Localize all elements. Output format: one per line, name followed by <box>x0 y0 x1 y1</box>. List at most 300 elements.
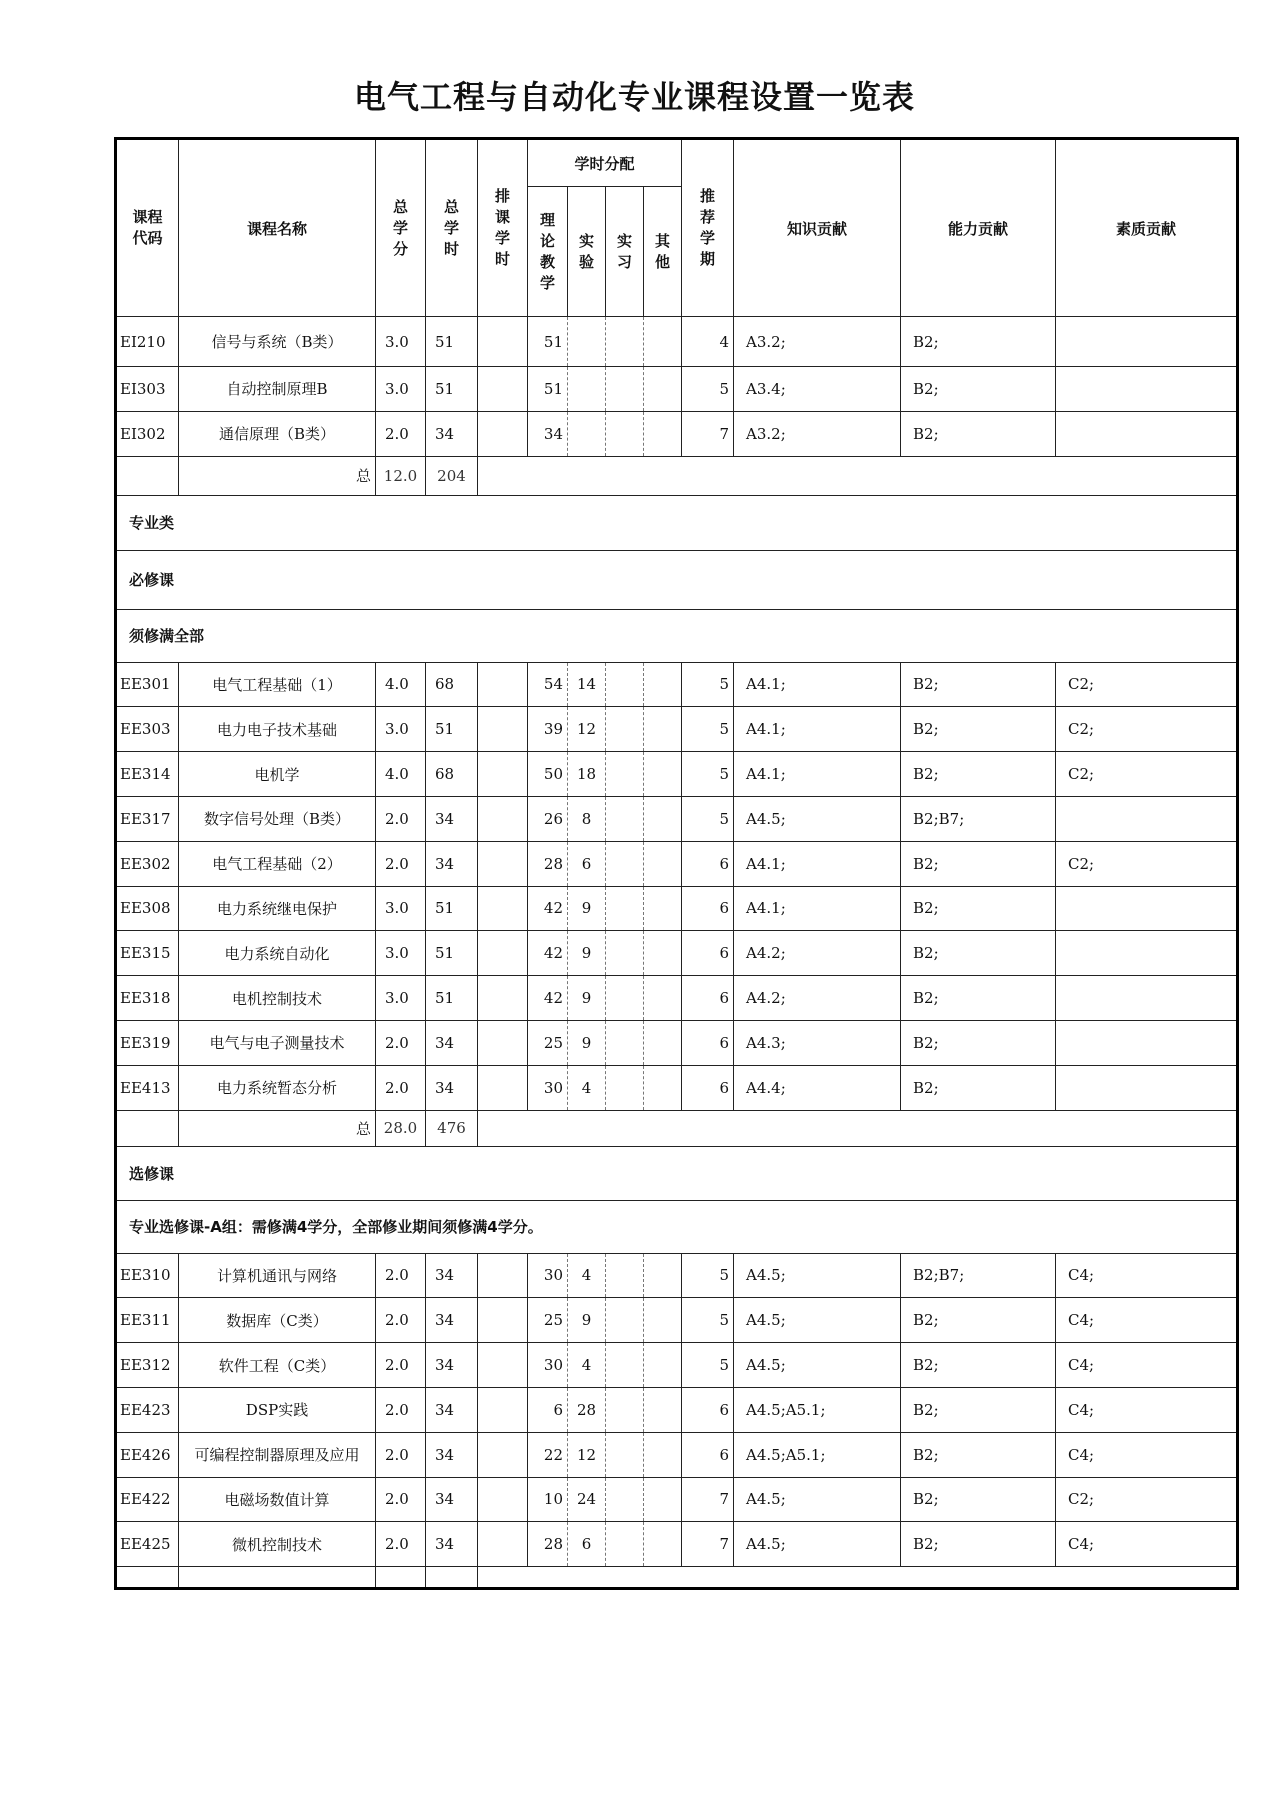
course-row <box>116 317 1238 367</box>
course-scheduled <box>478 1343 528 1388</box>
blank-cell <box>116 1567 179 1589</box>
course-term: 5 <box>682 1253 734 1298</box>
course-practice <box>606 1432 644 1477</box>
course-code: EE423 <box>116 1387 179 1432</box>
course-term: 7 <box>682 1522 734 1567</box>
course-theory: 50 <box>528 752 568 797</box>
course-other <box>644 1432 682 1477</box>
course-name: 电气与电子测量技术 <box>179 1020 376 1065</box>
course-name: 电机学 <box>179 752 376 797</box>
course-lab: 4 <box>568 1065 606 1110</box>
course-credits: 3.0 <box>376 707 426 752</box>
course-quality: C4; <box>1056 1343 1238 1388</box>
course-hours: 51 <box>426 931 478 976</box>
course-credits: 3.0 <box>376 367 426 412</box>
course-code: EE308 <box>116 886 179 931</box>
header-theory <box>528 187 568 317</box>
course-quality <box>1056 886 1238 931</box>
course-term: 6 <box>682 1065 734 1110</box>
course-term: 6 <box>682 976 734 1021</box>
blank-cell <box>179 1567 376 1589</box>
course-name: 数据库（C类） <box>179 1298 376 1343</box>
course-credits: 3.0 <box>376 886 426 931</box>
total-credits: 12.0 <box>376 456 426 495</box>
course-code: EE314 <box>116 752 179 797</box>
course-ability: B2; <box>901 886 1056 931</box>
course-theory: 30 <box>528 1065 568 1110</box>
course-hours: 34 <box>426 1522 478 1567</box>
course-hours: 51 <box>426 707 478 752</box>
h-credits-label: 总 学 分 <box>392 197 408 258</box>
course-lab: 9 <box>568 1020 606 1065</box>
course-knowledge: A4.5;A5.1; <box>734 1387 901 1432</box>
header-credits <box>376 139 426 317</box>
course-theory: 25 <box>528 1298 568 1343</box>
course-term: 5 <box>682 1298 734 1343</box>
section-required: 必修课 <box>116 550 1238 609</box>
header-row-top <box>116 139 1238 187</box>
course-theory: 28 <box>528 841 568 886</box>
blank-cell <box>426 1567 478 1589</box>
course-theory: 26 <box>528 796 568 841</box>
course-lab: 24 <box>568 1477 606 1522</box>
course-other <box>644 707 682 752</box>
course-row <box>116 976 1238 1021</box>
course-knowledge: A4.1; <box>734 662 901 707</box>
course-code: EE311 <box>116 1298 179 1343</box>
course-knowledge: A4.5; <box>734 1477 901 1522</box>
course-knowledge: A4.1; <box>734 752 901 797</box>
course-hours: 34 <box>426 1432 478 1477</box>
course-ability: B2; <box>901 1432 1056 1477</box>
course-other <box>644 1020 682 1065</box>
header-knowledge: 知识贡献 <box>734 139 901 317</box>
course-credits: 4.0 <box>376 662 426 707</box>
course-scheduled <box>478 1432 528 1477</box>
course-row <box>116 1477 1238 1522</box>
course-scheduled <box>478 411 528 456</box>
course-practice <box>606 976 644 1021</box>
header-ability: 能力贡献 <box>901 139 1056 317</box>
course-code: EE319 <box>116 1020 179 1065</box>
course-theory: 30 <box>528 1253 568 1298</box>
course-lab: 8 <box>568 796 606 841</box>
course-code: EE310 <box>116 1253 179 1298</box>
course-quality: C4; <box>1056 1253 1238 1298</box>
course-code: EE301 <box>116 662 179 707</box>
course-hours: 34 <box>426 1387 478 1432</box>
course-code: EI210 <box>116 317 179 367</box>
course-ability: B2; <box>901 931 1056 976</box>
course-lab: 9 <box>568 1298 606 1343</box>
section-required-note: 须修满全部 <box>116 609 1238 662</box>
course-name: 电力系统自动化 <box>179 931 376 976</box>
course-practice <box>606 796 644 841</box>
course-row <box>116 1343 1238 1388</box>
course-scheduled <box>478 367 528 412</box>
section-elective-note: 专业选修课-A组：需修满4学分，全部修业期间须修满4学分。 <box>116 1200 1238 1253</box>
course-hours: 51 <box>426 886 478 931</box>
course-practice <box>606 707 644 752</box>
header-scheduled <box>478 139 528 317</box>
course-quality: C2; <box>1056 707 1238 752</box>
course-ability: B2; <box>901 1522 1056 1567</box>
course-knowledge: A4.1; <box>734 707 901 752</box>
course-ability: B2; <box>901 1020 1056 1065</box>
course-quality <box>1056 367 1238 412</box>
course-theory: 28 <box>528 1522 568 1567</box>
course-quality: C4; <box>1056 1432 1238 1477</box>
course-knowledge: A4.1; <box>734 886 901 931</box>
course-name: 数字信号处理（B类） <box>179 796 376 841</box>
course-practice <box>606 411 644 456</box>
course-theory: 54 <box>528 662 568 707</box>
course-practice <box>606 1522 644 1567</box>
course-scheduled <box>478 841 528 886</box>
total-blank <box>116 456 179 495</box>
course-hours: 51 <box>426 367 478 412</box>
course-credits: 2.0 <box>376 1253 426 1298</box>
course-credits: 2.0 <box>376 1298 426 1343</box>
course-practice <box>606 752 644 797</box>
header-hours <box>426 139 478 317</box>
course-practice <box>606 1343 644 1388</box>
course-row <box>116 931 1238 976</box>
course-practice <box>606 886 644 931</box>
total-row <box>116 456 1238 495</box>
course-code: EE302 <box>116 841 179 886</box>
course-scheduled <box>478 1253 528 1298</box>
course-lab: 6 <box>568 841 606 886</box>
course-code: EE315 <box>116 931 179 976</box>
h-hours-label: 总 学 时 <box>443 197 459 258</box>
course-code: EE426 <box>116 1432 179 1477</box>
course-quality <box>1056 411 1238 456</box>
course-credits: 2.0 <box>376 841 426 886</box>
course-term: 6 <box>682 931 734 976</box>
course-hours: 51 <box>426 317 478 367</box>
course-row <box>116 707 1238 752</box>
course-hours: 68 <box>426 752 478 797</box>
course-hours: 34 <box>426 796 478 841</box>
course-credits: 2.0 <box>376 1020 426 1065</box>
course-other <box>644 662 682 707</box>
course-knowledge: A3.4; <box>734 367 901 412</box>
course-knowledge: A4.5; <box>734 1253 901 1298</box>
course-name: 电力系统暂态分析 <box>179 1065 376 1110</box>
course-lab: 9 <box>568 886 606 931</box>
course-code: EE318 <box>116 976 179 1021</box>
course-knowledge: A4.5; <box>734 1343 901 1388</box>
total-label: 总 <box>179 456 376 495</box>
course-credits: 2.0 <box>376 1477 426 1522</box>
course-theory: 42 <box>528 931 568 976</box>
course-other <box>644 1387 682 1432</box>
course-theory: 10 <box>528 1477 568 1522</box>
course-ability: B2; <box>901 752 1056 797</box>
course-term: 5 <box>682 707 734 752</box>
course-row <box>116 367 1238 412</box>
course-practice <box>606 662 644 707</box>
course-name: 软件工程（C类） <box>179 1343 376 1388</box>
course-code: EE317 <box>116 796 179 841</box>
course-row <box>116 886 1238 931</box>
course-practice <box>606 317 644 367</box>
course-ability: B2; <box>901 976 1056 1021</box>
course-other <box>644 317 682 367</box>
course-lab: 28 <box>568 1387 606 1432</box>
course-hours: 34 <box>426 1020 478 1065</box>
course-lab: 18 <box>568 752 606 797</box>
course-row <box>116 1387 1238 1432</box>
course-hours: 34 <box>426 411 478 456</box>
course-scheduled <box>478 1298 528 1343</box>
course-row <box>116 1298 1238 1343</box>
course-name: 电力电子技术基础 <box>179 707 376 752</box>
course-row <box>116 1522 1238 1567</box>
course-lab: 4 <box>568 1343 606 1388</box>
section-elective-row <box>116 1146 1238 1200</box>
course-lab: 6 <box>568 1522 606 1567</box>
course-hours: 68 <box>426 662 478 707</box>
course-practice <box>606 931 644 976</box>
course-knowledge: A3.2; <box>734 317 901 367</box>
section-elective: 选修课 <box>116 1146 1238 1200</box>
course-code: EI303 <box>116 367 179 412</box>
h-practice-label: 实 习 <box>616 231 632 271</box>
course-ability: B2; <box>901 1065 1056 1110</box>
course-lab <box>568 411 606 456</box>
course-theory: 30 <box>528 1343 568 1388</box>
course-hours: 34 <box>426 1253 478 1298</box>
course-theory: 39 <box>528 707 568 752</box>
course-theory: 51 <box>528 317 568 367</box>
course-row <box>116 1253 1238 1298</box>
header-quality: 素质贡献 <box>1056 139 1238 317</box>
header-lab <box>568 187 606 317</box>
course-practice <box>606 1477 644 1522</box>
h-theory-label: 理 论 教 学 <box>539 210 555 292</box>
blank-cell <box>478 1567 1238 1589</box>
course-scheduled <box>478 931 528 976</box>
h-other-label: 其 他 <box>655 231 671 271</box>
course-term: 6 <box>682 886 734 931</box>
total-credits: 28.0 <box>376 1110 426 1146</box>
course-other <box>644 367 682 412</box>
course-ability: B2;B7; <box>901 796 1056 841</box>
course-practice <box>606 367 644 412</box>
course-scheduled <box>478 707 528 752</box>
course-quality <box>1056 1065 1238 1110</box>
course-credits: 2.0 <box>376 1065 426 1110</box>
course-knowledge: A4.5; <box>734 1298 901 1343</box>
course-scheduled <box>478 1065 528 1110</box>
course-hours: 34 <box>426 1343 478 1388</box>
course-knowledge: A4.2; <box>734 976 901 1021</box>
course-ability: B2; <box>901 662 1056 707</box>
course-knowledge: A4.4; <box>734 1065 901 1110</box>
course-name: 通信原理（B类） <box>179 411 376 456</box>
course-scheduled <box>478 662 528 707</box>
total-empty <box>478 1110 1238 1146</box>
course-term: 6 <box>682 1387 734 1432</box>
course-ability: B2; <box>901 367 1056 412</box>
course-row <box>116 841 1238 886</box>
course-code: EE413 <box>116 1065 179 1110</box>
course-row <box>116 752 1238 797</box>
course-theory: 34 <box>528 411 568 456</box>
course-knowledge: A4.5;A5.1; <box>734 1432 901 1477</box>
course-other <box>644 976 682 1021</box>
section-major-row <box>116 495 1238 550</box>
header-term <box>682 139 734 317</box>
total-hours: 204 <box>426 456 478 495</box>
course-ability: B2; <box>901 1298 1056 1343</box>
course-ability: B2; <box>901 1477 1056 1522</box>
course-term: 5 <box>682 752 734 797</box>
course-quality: C2; <box>1056 841 1238 886</box>
course-other <box>644 411 682 456</box>
course-lab: 12 <box>568 1432 606 1477</box>
course-table <box>114 137 1239 1590</box>
course-term: 7 <box>682 1477 734 1522</box>
course-row <box>116 1065 1238 1110</box>
total-label: 总 <box>179 1110 376 1146</box>
course-other <box>644 1253 682 1298</box>
total-empty <box>478 456 1238 495</box>
course-hours: 34 <box>426 1065 478 1110</box>
course-quality <box>1056 931 1238 976</box>
course-name: 电气工程基础（1） <box>179 662 376 707</box>
course-ability: B2; <box>901 411 1056 456</box>
course-theory: 42 <box>528 976 568 1021</box>
course-credits: 2.0 <box>376 1432 426 1477</box>
course-term: 4 <box>682 317 734 367</box>
course-credits: 3.0 <box>376 931 426 976</box>
course-credits: 2.0 <box>376 1343 426 1388</box>
page-title: 电气工程与自动化专业课程设置一览表 <box>353 78 915 116</box>
course-other <box>644 1298 682 1343</box>
total-row <box>116 1110 1238 1146</box>
course-row <box>116 796 1238 841</box>
course-credits: 2.0 <box>376 1387 426 1432</box>
course-quality: C2; <box>1056 1477 1238 1522</box>
course-term: 5 <box>682 662 734 707</box>
course-lab <box>568 367 606 412</box>
course-other <box>644 886 682 931</box>
course-credits: 2.0 <box>376 1522 426 1567</box>
course-practice <box>606 841 644 886</box>
course-lab: 12 <box>568 707 606 752</box>
h-lab-label: 实 验 <box>578 231 594 271</box>
course-practice <box>606 1020 644 1065</box>
course-other <box>644 1343 682 1388</box>
total-blank <box>116 1110 179 1146</box>
course-quality: C2; <box>1056 662 1238 707</box>
course-term: 6 <box>682 1432 734 1477</box>
course-term: 5 <box>682 796 734 841</box>
section-required-note-row <box>116 609 1238 662</box>
course-other <box>644 752 682 797</box>
course-knowledge: A4.3; <box>734 1020 901 1065</box>
course-ability: B2; <box>901 1343 1056 1388</box>
course-ability: B2; <box>901 841 1056 886</box>
course-credits: 3.0 <box>376 317 426 367</box>
course-hours: 34 <box>426 1298 478 1343</box>
course-term: 6 <box>682 1020 734 1065</box>
course-credits: 2.0 <box>376 411 426 456</box>
course-lab: 9 <box>568 976 606 1021</box>
course-scheduled <box>478 752 528 797</box>
course-knowledge: A3.2; <box>734 411 901 456</box>
blank-row <box>116 1567 1238 1589</box>
course-code: EE312 <box>116 1343 179 1388</box>
course-ability: B2; <box>901 1387 1056 1432</box>
course-name: 信号与系统（B类） <box>179 317 376 367</box>
course-quality <box>1056 317 1238 367</box>
header-practice <box>606 187 644 317</box>
course-row <box>116 411 1238 456</box>
course-quality: C4; <box>1056 1387 1238 1432</box>
course-name: 微机控制技术 <box>179 1522 376 1567</box>
course-other <box>644 931 682 976</box>
course-practice <box>606 1298 644 1343</box>
course-quality: C4; <box>1056 1522 1238 1567</box>
course-code: EE422 <box>116 1477 179 1522</box>
section-required-row <box>116 550 1238 609</box>
course-name: 电力系统继电保护 <box>179 886 376 931</box>
course-lab <box>568 317 606 367</box>
course-lab: 9 <box>568 931 606 976</box>
course-theory: 42 <box>528 886 568 931</box>
course-row <box>116 1020 1238 1065</box>
course-other <box>644 1477 682 1522</box>
course-scheduled <box>478 886 528 931</box>
header-other <box>644 187 682 317</box>
course-quality: C4; <box>1056 1298 1238 1343</box>
header-name: 课程名称 <box>179 139 376 317</box>
course-knowledge: A4.2; <box>734 931 901 976</box>
course-ability: B2; <box>901 707 1056 752</box>
course-lab: 4 <box>568 1253 606 1298</box>
course-scheduled <box>478 1477 528 1522</box>
course-theory: 22 <box>528 1432 568 1477</box>
course-term: 6 <box>682 841 734 886</box>
course-name: 可编程控制器原理及应用 <box>179 1432 376 1477</box>
course-scheduled <box>478 1020 528 1065</box>
course-ability: B2;B7; <box>901 1253 1056 1298</box>
course-quality: C2; <box>1056 752 1238 797</box>
course-other <box>644 1522 682 1567</box>
header-code <box>116 139 179 317</box>
section-major: 专业类 <box>116 495 1238 550</box>
course-theory: 51 <box>528 367 568 412</box>
course-quality <box>1056 796 1238 841</box>
course-name: 计算机通讯与网络 <box>179 1253 376 1298</box>
course-term: 5 <box>682 1343 734 1388</box>
course-term: 5 <box>682 367 734 412</box>
course-scheduled <box>478 1387 528 1432</box>
course-other <box>644 796 682 841</box>
course-row <box>116 1432 1238 1477</box>
course-credits: 3.0 <box>376 976 426 1021</box>
course-hours: 34 <box>426 1477 478 1522</box>
course-name: 自动控制原理B <box>179 367 376 412</box>
section-elective-note-row <box>116 1200 1238 1253</box>
course-name: 电磁场数值计算 <box>179 1477 376 1522</box>
course-code: EE425 <box>116 1522 179 1567</box>
total-hours: 476 <box>426 1110 478 1146</box>
